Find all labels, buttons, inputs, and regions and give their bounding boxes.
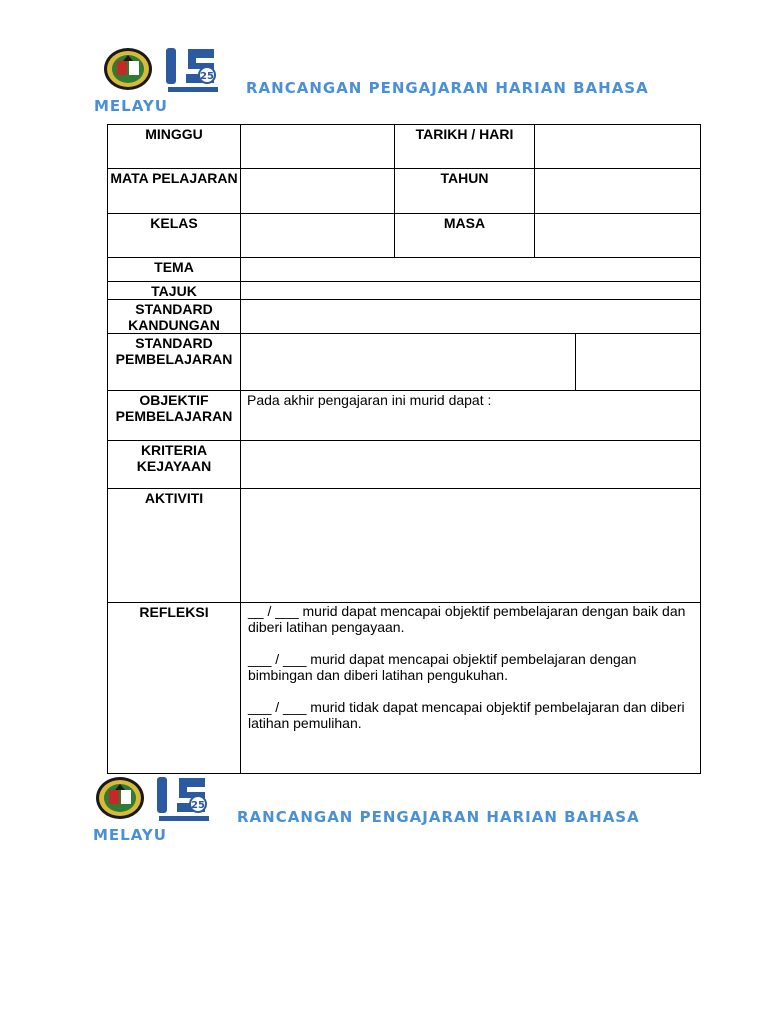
kelas-label: KELAS [108, 214, 241, 258]
objektif-pembelajaran-label: OBJEKTIF PEMBELAJARAN [108, 391, 241, 441]
kriteria-kejayaan-field[interactable] [241, 441, 701, 489]
standard-pembelajaran-field[interactable] [241, 334, 576, 391]
masa-label: MASA [395, 214, 535, 258]
is-logo-number: 25 [200, 71, 214, 82]
is-logo-bottom [153, 774, 215, 824]
standard-pembelajaran-side-field[interactable] [576, 334, 701, 391]
mata-pelajaran-label: MATA PELAJARAN [108, 169, 241, 214]
page-title-bottom-continued: MELAYU [93, 826, 167, 844]
minggu-field[interactable] [241, 125, 395, 169]
tema-label: TEMA [108, 258, 241, 282]
aktiviti-field[interactable] [241, 489, 701, 603]
refleksi-line-pengayaan: __ / ___ murid dapat mencapai objektif pembelajaran dengan baik dan diberi latihan pengayaan. [248, 603, 686, 635]
tajuk-field[interactable] [241, 282, 701, 300]
mata-pelajaran-field[interactable] [241, 169, 395, 214]
is-logo [162, 45, 224, 95]
kriteria-kejayaan-label: KRITERIA KEJAYAAN [108, 441, 241, 489]
objektif-pembelajaran-field[interactable]: Pada akhir pengajaran ini murid dapat : [241, 391, 701, 441]
is-logo-number-bottom: 25 [191, 800, 205, 811]
refleksi-field[interactable] [241, 603, 701, 774]
tahun-label: TAHUN [395, 169, 535, 214]
minggu-label: MINGGU [108, 125, 241, 169]
tahun-field[interactable] [535, 169, 701, 214]
standard-pembelajaran-label: STANDARD PEMBELAJARAN [108, 334, 241, 391]
refleksi-line-pemulihan: ___ / ___ murid tidak dapat mencapai objektif pembelajaran dan diberi latihan pemulihan. [248, 699, 685, 731]
masa-field[interactable] [535, 214, 701, 258]
standard-kandungan-field[interactable] [241, 300, 701, 334]
tarikh-hari-label: TARIKH / HARI [395, 125, 535, 169]
tajuk-label: TAJUK [108, 282, 241, 300]
page-title-continued: MELAYU [94, 97, 168, 115]
refleksi-line-pengukuhan: ___ / ___ murid dapat mencapai objektif pembelajaran dengan bimbingan dan diberi latihan pengukuhan. [248, 651, 637, 683]
standard-kandungan-label: STANDARD KANDUNGAN [108, 300, 241, 334]
school-crest-logo [103, 47, 153, 91]
kelas-field[interactable] [241, 214, 395, 258]
tarikh-hari-field[interactable] [535, 125, 701, 169]
lesson-plan-table [107, 124, 701, 774]
page-title-bottom: RANCANGAN PENGAJARAN HARIAN BAHASA [237, 808, 640, 826]
tema-field[interactable] [241, 258, 701, 282]
aktiviti-label: AKTIVITI [108, 489, 241, 603]
refleksi-label: REFLEKSI [108, 603, 241, 774]
school-crest-logo-bottom [95, 776, 145, 820]
page-title: RANCANGAN PENGAJARAN HARIAN BAHASA [246, 79, 649, 97]
